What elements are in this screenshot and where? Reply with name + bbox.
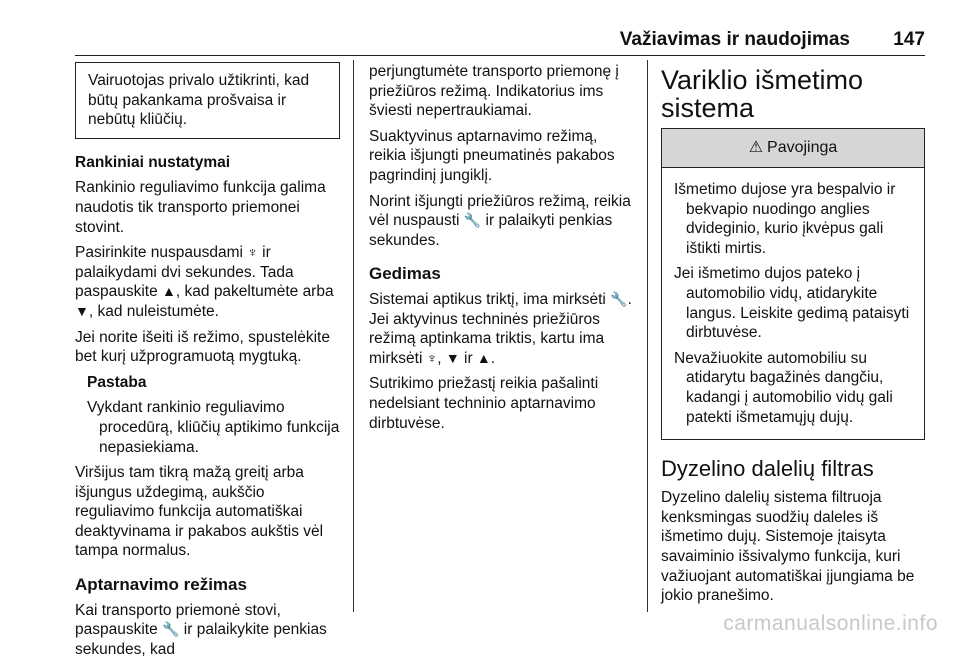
danger-warning-body — [662, 168, 924, 439]
danger-warning-header — [662, 129, 924, 168]
chapter-title: Važiavimas ir naudojimas — [619, 29, 850, 50]
column-2 — [369, 62, 635, 439]
fault-heading: Gedimas — [369, 264, 441, 284]
header-divider — [75, 55, 925, 56]
danger-warning-paragraph-3: Nevažiuokite automobiliu su atidarytu bagažinės dangčiu, kadangi į automobilio vidų gali patekti išmetamųjų dujų. — [674, 349, 893, 426]
danger-warning-paragraph-1: Išmetimo dujose yra bespalvio ir bekvapio nuodingo anglies dvideginio, kurio įkvėpus gali ištikti mirtis. — [674, 181, 896, 257]
danger-warning-paragraph-2: Jei išmetimo dujos pateko į automobilio vidų, atidarykite langus. Leiskite gedimą pataisyti dirbtuvėse. — [674, 265, 910, 342]
note-block — [75, 373, 340, 457]
wrench-icon: 🔧 — [610, 290, 628, 307]
manual-settings-heading: Rankiniai nustatymai — [75, 153, 231, 171]
service-mode-paragraph-3: Suaktyvinus aptarnavimo režimą, reikia išjungti pneumatinės pakabos pagrindinį jungiklį. — [369, 127, 615, 184]
suspension-icon: ♆ — [247, 244, 258, 261]
column-1 — [75, 62, 340, 665]
manual-settings-paragraph-3: Jei norite išeiti iš režimo, spustelėkite bet kurį užprogramuotą mygtuką. — [75, 328, 330, 366]
diesel-filter-paragraph: Dyzelino dalelių sistema filtruoja kenksmingas suodžių daleles iš išmetimo dujų. Sistemoje įtaisyta savaiminio išsivalymo funkcija, kuri važiuojant automatiškai įjungiama be jokio pranešimo. — [661, 489, 915, 605]
service-mode-heading: Aptarnavimo režimas — [75, 575, 247, 595]
page-number: 147 — [893, 29, 925, 50]
arrow-down-icon: ▼ — [75, 302, 89, 319]
service-mode-paragraph-2: perjungtumėte transporto priemonę į priežiūros režimą. Indikatorius ims šviesti nepertraukiamai. — [369, 63, 619, 120]
danger-warning-box — [661, 128, 925, 440]
exhaust-system-heading: Variklio išmetimo sistema — [661, 65, 864, 123]
suspension-icon: ♆ — [426, 349, 438, 366]
column-3 — [661, 66, 925, 612]
wrench-icon: 🔧 — [463, 212, 482, 229]
column-divider-1 — [353, 60, 354, 612]
arrow-down-icon: ▼ — [445, 349, 460, 366]
manual-settings-paragraph-1: Rankinio reguliavimo funkcija galima naudotis tik transporto priemonei stovint. — [75, 179, 326, 236]
danger-label: Pavojinga — [767, 139, 838, 157]
clearance-notice-text: Vairuotojas privalo užtikrinti, kad būtų pakankama prošvaisa ir nebūtų kliūčių. — [88, 72, 310, 129]
fault-paragraph-2: Sutrikimo priežastį reikia pašalinti nedelsiant techninio aptarnavimo dirbtuvėse. — [369, 375, 599, 432]
wrench-icon: 🔧 — [162, 621, 180, 638]
clearance-notice-box — [75, 62, 340, 139]
column-divider-2 — [647, 60, 648, 612]
warning-triangle-icon: ⚠ — [748, 139, 764, 157]
fault-paragraph-1: Sistemai aptikus triktį, ima mirksėti 🔧. Jei aktyvinus techninės priežiūros režimą aptinkama triktis, kartu ima mirksėti ♆, ▼ ir ▲. — [369, 290, 632, 367]
arrow-up-icon: ▲ — [476, 349, 491, 366]
diesel-filter-heading: Dyzelino dalelių filtras — [661, 456, 874, 482]
service-mode-paragraph-4: Norint išjungti priežiūros režimą, reikia vėl nuspausti 🔧 ir palaikyti penkias sekundes. — [369, 192, 631, 249]
manual-settings-paragraph-2: Pasirinkite nuspausdami ♆ ir palaikydami dvi sekundes. Tada paspauskite ▲, kad pakeltumėte arba ▼, kad nuleistumėte. — [75, 244, 334, 320]
note-heading: Pastaba — [87, 373, 147, 391]
note-text: Vykdant rankinio reguliavimo procedūrą, kliūčių aptikimo funkcija nepasiekiama. — [87, 399, 340, 456]
service-mode-paragraph-1: Kai transporto priemonė stovi, paspauskite 🔧 ir palaikykite penkias sekundes, kad — [75, 601, 327, 658]
arrow-up-icon: ▲ — [162, 283, 176, 300]
watermark: carmanualsonline.info — [723, 612, 938, 635]
speed-deactivation-paragraph: Viršijus tam tikrą mažą greitį arba išjungus uždegimą, aukščio reguliavimo funkcija automatiškai deaktyvinama ir pakabos aukštis vėl tampa normalus. — [75, 464, 324, 560]
